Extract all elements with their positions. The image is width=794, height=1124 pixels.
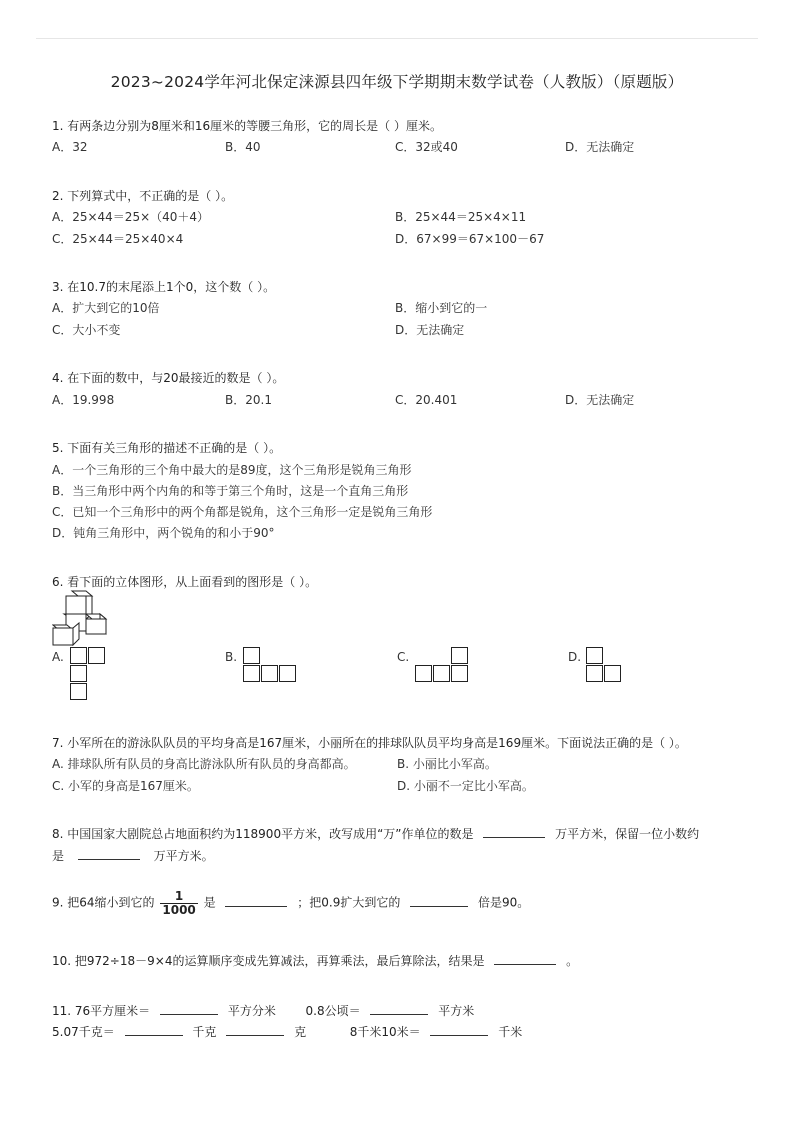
q6-figure-b — [243, 647, 299, 685]
q1-option-a: A．32 — [52, 140, 88, 154]
q1-option-b: B．40 — [225, 140, 261, 154]
q11-text-e: 5.07千克＝ — [52, 1025, 115, 1039]
q3-option-a: A．扩大到它的10倍 — [52, 301, 160, 315]
q6-option-b: B. — [225, 650, 238, 664]
q9-answer-blank-2[interactable] — [410, 894, 468, 907]
q5-option-a: A．一个三角形的三个角中最大的是89度，这个三角形是锐角三角形 — [52, 463, 412, 477]
question-1-stem: 1. 有两条边分别为8厘米和16厘米的等腰三角形，它的周长是（ ）厘米。 — [52, 119, 442, 133]
q6-figure-a — [70, 647, 110, 703]
q11-text-a: 11. 76平方厘米＝ — [52, 1004, 151, 1018]
q8-text-d: 万平方米。 — [153, 849, 214, 863]
q11-answer-blank-1[interactable] — [160, 1002, 218, 1015]
page-title: 2023~2024学年河北保定涞源县四年级下学期期末数学试卷（人教版）（原题版） — [110, 73, 684, 91]
q11-text-g: 克 — [294, 1025, 307, 1039]
question-5-stem: 5. 下面有关三角形的描述不正确的是（ ）。 — [52, 441, 282, 455]
question-9-line — [52, 890, 529, 916]
q2-option-b: B．25×44＝25×4×11 — [395, 210, 527, 224]
q4-option-b: B．20.1 — [225, 393, 272, 407]
q5-option-b: B．当三角形中两个内角的和等于第三个角时，这是一个直角三角形 — [52, 484, 409, 498]
q6-option-d: D. — [568, 650, 582, 664]
question-2-stem: 2. 下列算式中，不正确的是（ ）。 — [52, 189, 234, 203]
q9-text-a: 9. 把64缩小到它的 — [52, 895, 155, 910]
question-6-stem: 6. 看下面的立体图形，从上面看到的图形是（ ）。 — [52, 575, 318, 589]
q9-answer-blank-1[interactable] — [225, 894, 287, 907]
q5-option-d: D．钝角三角形中，两个锐角的和小于90° — [52, 526, 275, 540]
q5-option-c: C．已知一个三角形中的两个角都是锐角，这个三角形一定是锐角三角形 — [52, 505, 433, 519]
question-11-line-1 — [52, 1002, 474, 1019]
q11-answer-blank-4[interactable] — [226, 1023, 284, 1036]
question-7-stem: 7. 小军所在的游泳队队员的平均身高是167厘米，小丽所在的排球队队员平均身高是169厘米。下面说法正确的是（ ）。 — [52, 736, 687, 750]
q8-text-a: 8. 中国国家大剧院总占地面积约为118900平方米，改写成用“万”作单位的数是 — [52, 827, 474, 841]
q10-answer-blank[interactable] — [494, 952, 556, 965]
q2-option-c: C．25×44＝25×40×4 — [52, 232, 184, 246]
q11-text-i: 千米 — [498, 1025, 523, 1039]
q3-option-b: B．缩小到它的一 — [395, 301, 488, 315]
q3-option-c: C．大小不变 — [52, 323, 121, 337]
q11-text-f: 千克 — [192, 1025, 217, 1039]
q6-option-a: A. — [52, 650, 64, 664]
q7-option-a: A. 排球队所有队员的身高比游泳队所有队员的身高都高。 — [52, 757, 356, 771]
q11-text-h: 8千米10米＝ — [349, 1025, 421, 1039]
q10-text-a: 10. 把972÷18－9×4的运算顺序变成先算减法，再算乘法，最后算除法，结果是 — [52, 954, 485, 968]
q9-text-c: ；把0.9扩大到它的 — [297, 895, 401, 910]
q2-option-d: D．67×99＝67×100－67 — [395, 232, 545, 246]
q8-text-c: 是 — [52, 849, 65, 863]
q8-text-b: 万平方米，保留一位小数约 — [555, 827, 700, 841]
q4-option-c: C．20.401 — [395, 393, 458, 407]
q11-answer-blank-5[interactable] — [430, 1023, 488, 1036]
q1-option-d: D．无法确定 — [565, 140, 635, 154]
q8-answer-blank-2[interactable] — [78, 847, 140, 860]
question-8-line-1 — [52, 825, 699, 842]
q1-option-c: C．32或40 — [395, 140, 458, 154]
header-divider — [36, 38, 758, 39]
question-11-line-2 — [52, 1023, 522, 1040]
q9-text-d: 倍是90。 — [478, 895, 530, 910]
q8-answer-blank-1[interactable] — [483, 825, 545, 838]
q11-text-c: 0.8公顷＝ — [305, 1004, 361, 1018]
q9-text-b: 是 — [203, 895, 216, 910]
q11-answer-blank-3[interactable] — [125, 1023, 183, 1036]
q6-figure-d — [586, 647, 626, 685]
q4-option-d: D．无法确定 — [565, 393, 635, 407]
solid-figure-3d — [52, 590, 114, 646]
q6-option-c: C. — [397, 650, 410, 664]
question-8-line-2 — [52, 847, 214, 864]
q11-text-d: 平方米 — [438, 1004, 475, 1018]
q6-figure-c — [415, 647, 471, 685]
q9-fraction — [160, 890, 197, 916]
q3-option-d: D．无法确定 — [395, 323, 465, 337]
q7-option-d: D. 小丽不一定比小军高。 — [397, 779, 534, 793]
q7-option-c: C. 小军的身高是167厘米。 — [52, 779, 199, 793]
q11-text-b: 平方分米 — [227, 1004, 276, 1018]
q7-option-b: B. 小丽比小军高。 — [397, 757, 497, 771]
question-3-stem: 3. 在10.7的末尾添上1个0，这个数（ ）。 — [52, 280, 276, 294]
q11-answer-blank-2[interactable] — [370, 1002, 428, 1015]
question-10-line — [52, 952, 578, 969]
q2-option-a: A．25×44＝25×（40＋4） — [52, 210, 210, 224]
q4-option-a: A．19.998 — [52, 393, 115, 407]
q9-fraction-denominator: 1000 — [162, 902, 196, 917]
q10-text-b: 。 — [566, 954, 579, 968]
q9-fraction-numerator: 1 — [160, 890, 197, 904]
question-4-stem: 4. 在下面的数中，与20最接近的数是（ ）。 — [52, 371, 285, 385]
